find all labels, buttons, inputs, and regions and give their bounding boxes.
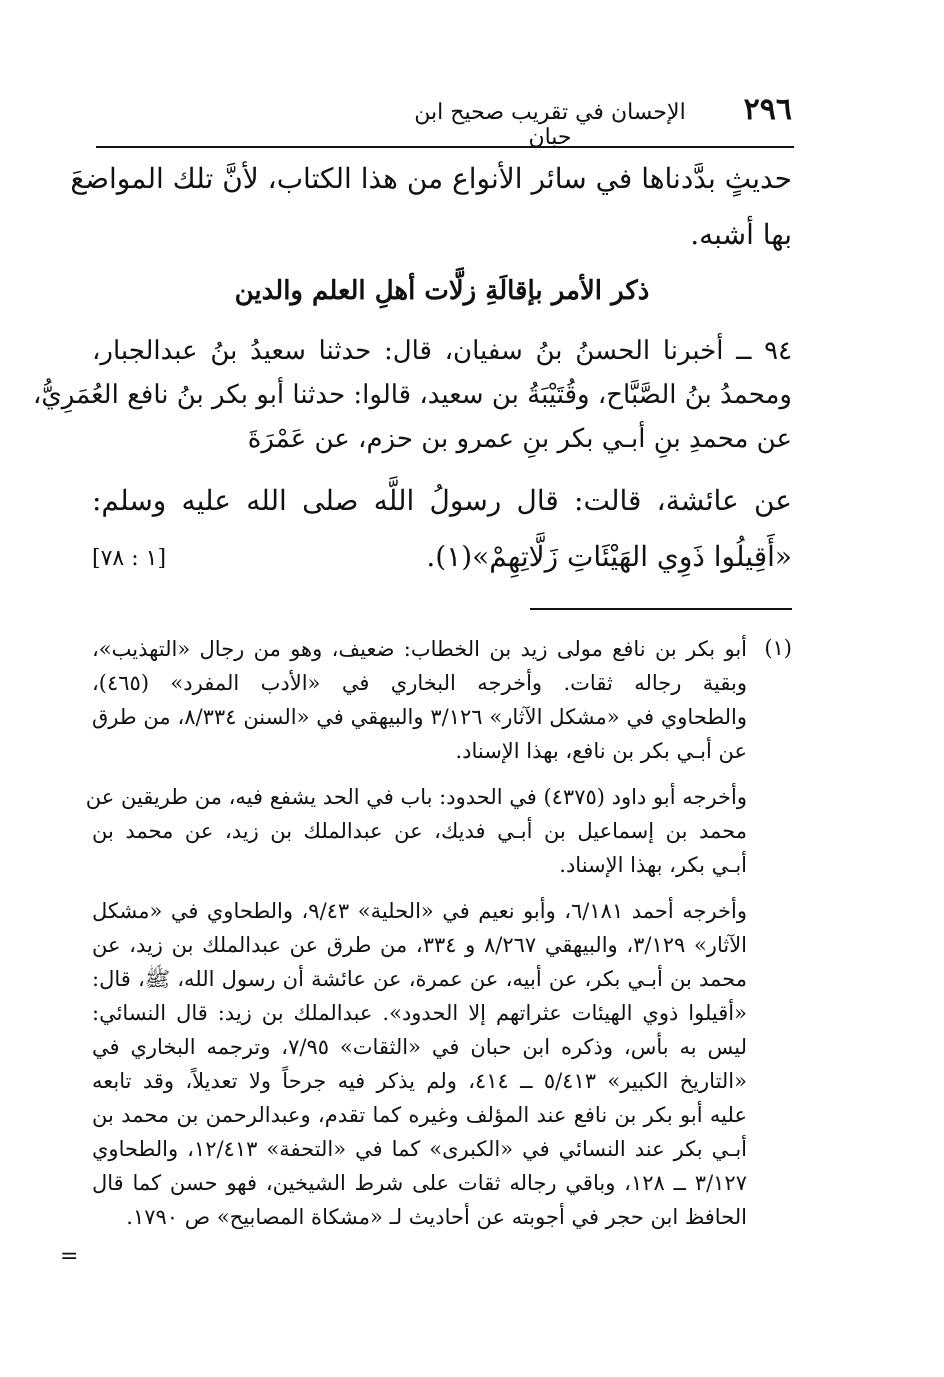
hadith-line: عن عائشة، قالت: قال رسولُ اللَّه صلى الله عليه وسلم: (92, 484, 792, 517)
footnote-line: أبو بكر بن نافع مولى زيد بن الخطاب: ضعيف، وهو من رجال «التهذيب»، (92, 637, 747, 661)
footnote-divider (530, 608, 792, 610)
footnote-line: «أقيلوا ذوي الهيئات عثراتهم إلا الحدود». عبدالملك بن زيد: قال النسائي: (92, 1001, 747, 1025)
hadith-quote: «أَقِيلُوا ذَوِي الهَيْئَاتِ زَلَّاتِهِمْ»(١). (426, 540, 792, 573)
footnote-line: «التاريخ الكبير» ٥/٤١٣ ــ ٤١٤، ولم يذكر فيه جرحاً ولا تعديلاً، وقد تابعه (92, 1069, 747, 1093)
continuation-mark: = (60, 1244, 79, 1269)
reference-marker: [١ : ٧٨] (92, 546, 167, 571)
body-line: بها أشبه. (690, 218, 792, 251)
footnote-line: وأخرجه أبو داود (٤٣٧٥) في الحدود: باب في الحد يشفع فيه، من طريقين عن (85, 785, 747, 809)
footnote-line: وبقية رجاله ثقات. وأخرجه البخاري في «الأدب المفرد» (٤٦٥)، (92, 671, 747, 695)
footnote-line: أبـي بكر عند النسائي في «الكبرى» كما في «التحفة» ١٢/٤١٣، والطحاوي (92, 1137, 747, 1161)
footnote-line: أبـي بكر، بهذا الإسناد. (559, 853, 747, 877)
header-divider (96, 146, 794, 148)
section-heading: ذكر الأمر بإقالَةِ زلَّات أهلِ العلم والدين (234, 276, 650, 306)
footnote-line: ٣/١٢٧ ــ ١٢٨، وباقي رجاله ثقات على شرط الشيخين، فهو حسن كما قال (92, 1171, 747, 1195)
footnote-line: عليه أبو بكر بن نافع عند المؤلف وغيره كما تقدم، وعبدالرحمن بن محمد بن (92, 1103, 747, 1127)
hadith-line: ومحمدُ بنُ الصَّبَّاح، وقُتَيْبَةُ بن سعيد، قالوا: حدثنا أبو بكر بنُ نافع العُمَرِيُّ، (33, 380, 792, 410)
footnote-line: محمد بن إسماعيل بن أبـي فديك، عن عبدالملك بن زيد، عن محمد بن (92, 819, 747, 843)
footnote-line: والطحاوي في «مشكل الآثار» ٣/١٢٦ والبيهقي في «السنن ٨/٣٣٤، من طرق (92, 705, 747, 729)
footnote-number: (١) (764, 636, 792, 660)
hadith-line: ٩٤ ــ أخبرنا الحسنُ بنُ سفيان، قال: حدثنا سعيدُ بنُ عبدالجبار، (92, 336, 792, 366)
footnote-line: محمد بن أبـي بكر، عن أبيه، عن عمرة، عن عائشة أن رسول الله، ﷺ، قال: (92, 967, 747, 991)
footnote-line: الآثار» ٣/١٢٩، والبيهقي ٨/٢٦٧ و ٣٣٤، من طرق عن عبدالملك بن زيد، عن (92, 933, 748, 957)
page-number: ٢٩٦ (743, 92, 792, 127)
footnote-line: عن أبـي بكر بن نافع، بهذا الإسناد. (455, 739, 747, 763)
hadith-line: عن محمدِ بنِ أبـي بكر بنِ عمرو بن حزم، عن عَمْرَةَ (247, 424, 792, 454)
footnote-line: الحافظ ابن حجر في أجوبته عن أحاديث لـ «مشكاة المصابيح» ص ١٧٩٠. (126, 1205, 747, 1229)
footnote-line: وأخرجه أحمد ٦/١٨١، وأبو نعيم في «الحلية» ٩/٤٣، والطحاوي في «مشكل (92, 899, 747, 923)
running-title: الإحسان في تقريب صحيح ابن حبان (414, 100, 686, 150)
footnote-line: ليس به بأس، وذكره ابن حبان في «الثقات» ٧/٩٥، وترجمه البخاري في (92, 1035, 747, 1059)
body-line: حديثٍ بدَّدناها في سائر الأنواع من هذا الكتاب، لأنَّ تلك المواضعَ (70, 162, 792, 195)
